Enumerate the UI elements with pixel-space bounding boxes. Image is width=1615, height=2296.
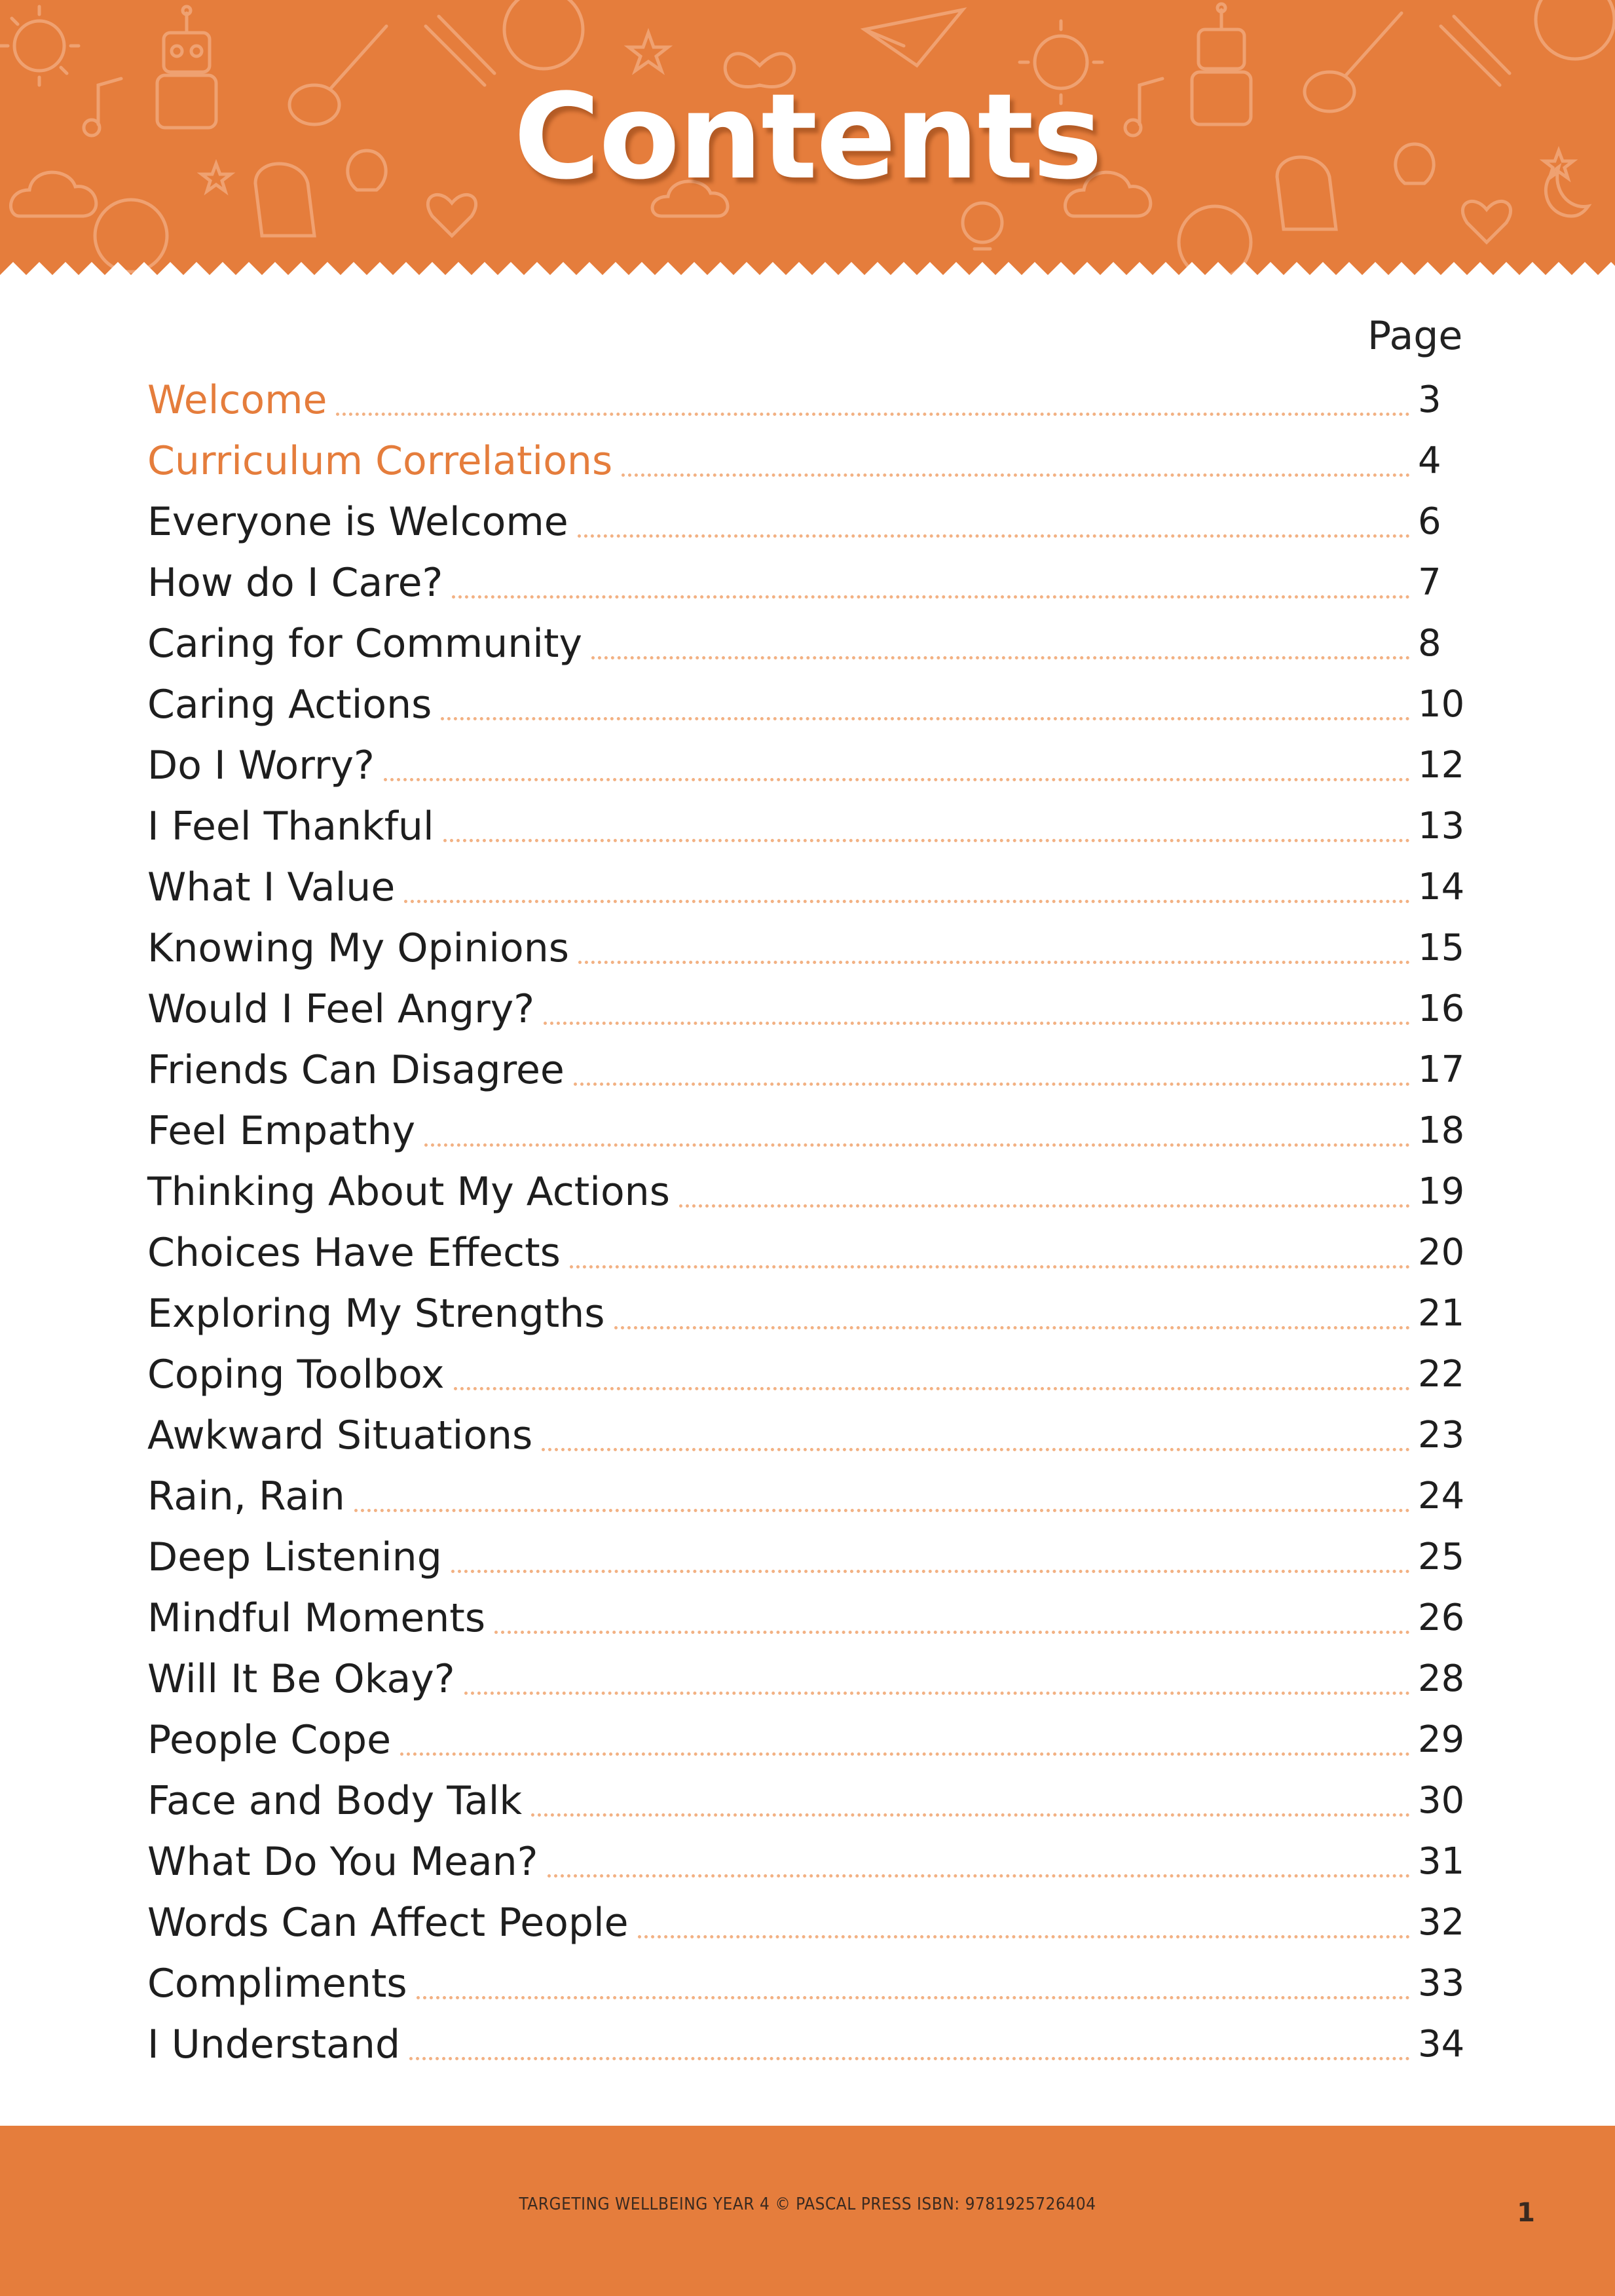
toc-entry-title: Rain, Rain [147,1473,345,1519]
toc-entry-title: Words Can Affect People [147,1900,629,1946]
toc-entry-title: What I Value [147,864,396,910]
toc-entry-page: 4 [1418,439,1441,482]
toc-entry-page: 30 [1418,1779,1465,1822]
toc-entry-page: 8 [1418,622,1441,665]
toc-dot-leader [622,473,1410,477]
toc-dot-leader [570,1265,1410,1268]
zigzag-edge [0,259,1615,288]
toc-dot-leader [548,1874,1410,1878]
toc-entry [147,732,1477,793]
toc-dot-leader [404,900,1410,903]
toc-dot-leader [464,1692,1410,1695]
toc-entry-page: 20 [1418,1231,1465,1274]
toc-entry [147,854,1477,915]
toc-entry [147,610,1477,671]
toc-entry-title: Everyone is Welcome [147,499,568,545]
page-title: Contents [513,69,1102,206]
footer-credit: TARGETING WELLBEING YEAR 4 © PASCAL PRESS ISBN: 9781925726404 [519,2194,1096,2214]
toc-dot-leader [578,534,1410,538]
toc-dot-leader [409,2057,1410,2060]
toc-dot-leader [443,839,1410,842]
toc-entry [147,1646,1477,1707]
toc-entry [147,1889,1477,1950]
toc-dot-leader [452,595,1410,599]
toc-entry-title: Would I Feel Angry? [147,986,535,1032]
toc-entry-page: 13 [1418,805,1465,847]
toc-entry-page: 6 [1418,500,1441,543]
toc-dot-leader [451,1570,1410,1573]
toc-entry-page: 31 [1418,1840,1465,1883]
toc-entry-title: Thinking About My Actions [147,1169,670,1215]
toc-entry-title: I Understand [147,2022,401,2067]
toc-entry-title: Will It Be Okay? [147,1656,455,1702]
toc-entry-page: 21 [1418,1292,1465,1335]
toc-entry [147,428,1477,489]
toc-entry-title: Do I Worry? [147,743,375,788]
toc-entry [147,671,1477,732]
toc-dot-leader [354,1509,1410,1512]
toc-entry-page: 29 [1418,1718,1465,1761]
toc-entry-page: 23 [1418,1414,1465,1456]
toc-entry [147,2011,1477,2072]
toc-entry [147,489,1477,549]
toc-entry [147,1585,1477,1646]
toc-entry [147,367,1477,428]
toc-entry-title: Curriculum Correlations [147,438,613,484]
toc-entry-page: 24 [1418,1475,1465,1517]
toc-entry [147,1463,1477,1524]
toc-entry-page: 3 [1418,379,1441,421]
toc-entry [147,1341,1477,1402]
toc-entry-title: Choices Have Effects [147,1230,561,1276]
toc-entry-page: 33 [1418,1962,1465,2005]
toc-dot-leader [544,1022,1410,1025]
toc-entry-title: Awkward Situations [147,1413,533,1458]
toc-entry [147,1950,1477,2011]
toc-entry-page: 22 [1418,1353,1465,1396]
toc-dot-leader [638,1935,1410,1938]
toc-dot-leader [591,656,1410,659]
paper-plane-icon [864,10,963,65]
toc-dot-leader [417,1996,1410,1999]
toc-entry [147,1280,1477,1341]
toc-dot-leader [531,1813,1410,1817]
toc-entry [147,1219,1477,1280]
toc-entry [147,1707,1477,1768]
toc-dot-leader [400,1752,1410,1756]
toc-entry [147,1828,1477,1889]
toc-dot-leader [542,1448,1410,1451]
lightbulb-icon [963,203,1002,249]
contents-header-banner [0,0,1615,288]
toc-entry-title: I Feel Thankful [147,804,434,849]
toc-entry [147,915,1477,976]
toc-entry-page: 12 [1418,744,1465,787]
toc-entry-title: Caring Actions [147,682,432,728]
page-column-label: Page [1367,313,1463,359]
toc-entry-page: 19 [1418,1170,1465,1213]
toc-entry-title: Compliments [147,1961,407,2007]
toc-entry-title: People Cope [147,1717,392,1763]
toc-entry-page: 14 [1418,866,1465,908]
toc-entry-title: What Do You Mean? [147,1839,538,1885]
toc-dot-leader [578,961,1410,964]
toc-entry-page: 28 [1418,1657,1465,1700]
toc-entry [147,1098,1477,1158]
toc-entry-title: Mindful Moments [147,1595,486,1641]
toc-entry-title: Deep Listening [147,1534,442,1580]
toc-dot-leader [384,778,1410,781]
toc-entry-title: Face and Body Talk [147,1778,523,1824]
toc-dot-leader [424,1143,1410,1147]
toc-entry-title: Friends Can Disagree [147,1047,565,1093]
toc-entry [147,976,1477,1037]
footer-bar [0,2126,1615,2296]
toc-entry-page: 17 [1418,1048,1465,1091]
page-number: 1 [1517,2198,1535,2228]
toc-entry-page: 25 [1418,1536,1465,1578]
toc-entry-title: Knowing My Opinions [147,925,570,971]
toc-entry-page: 26 [1418,1597,1465,1639]
toc-entry-title: Welcome [147,377,327,423]
toc-dot-leader [574,1083,1410,1086]
toc-dot-leader [614,1326,1410,1329]
toc-entry-page: 16 [1418,988,1465,1030]
toc-entry [147,1037,1477,1098]
toc-entry-page: 34 [1418,2023,1465,2065]
toc-entry-page: 15 [1418,927,1465,969]
toc-entry-title: How do I Care? [147,560,443,606]
toc-entry-page: 10 [1418,683,1465,726]
toc-entry [147,549,1477,610]
toc-entry-title: Caring for Community [147,621,583,667]
toc-entry [147,1768,1477,1828]
toc-entry [147,793,1477,854]
toc-entry [147,1158,1477,1219]
toc-entry-title: Coping Toolbox [147,1352,445,1398]
toc-dot-leader [336,413,1410,416]
toc-dot-leader [454,1387,1410,1390]
toc-entry [147,1524,1477,1585]
toc-entry [147,1402,1477,1463]
toc-entry-title: Feel Empathy [147,1108,416,1154]
toc-dot-leader [441,717,1410,720]
toc-dot-leader [494,1631,1410,1634]
toc-entry-page: 18 [1418,1109,1465,1152]
toc-entry-page: 7 [1418,561,1441,604]
toc-entry-page: 32 [1418,1901,1465,1944]
toc-entry-title: Exploring My Strengths [147,1291,605,1337]
toc-dot-leader [679,1204,1410,1208]
